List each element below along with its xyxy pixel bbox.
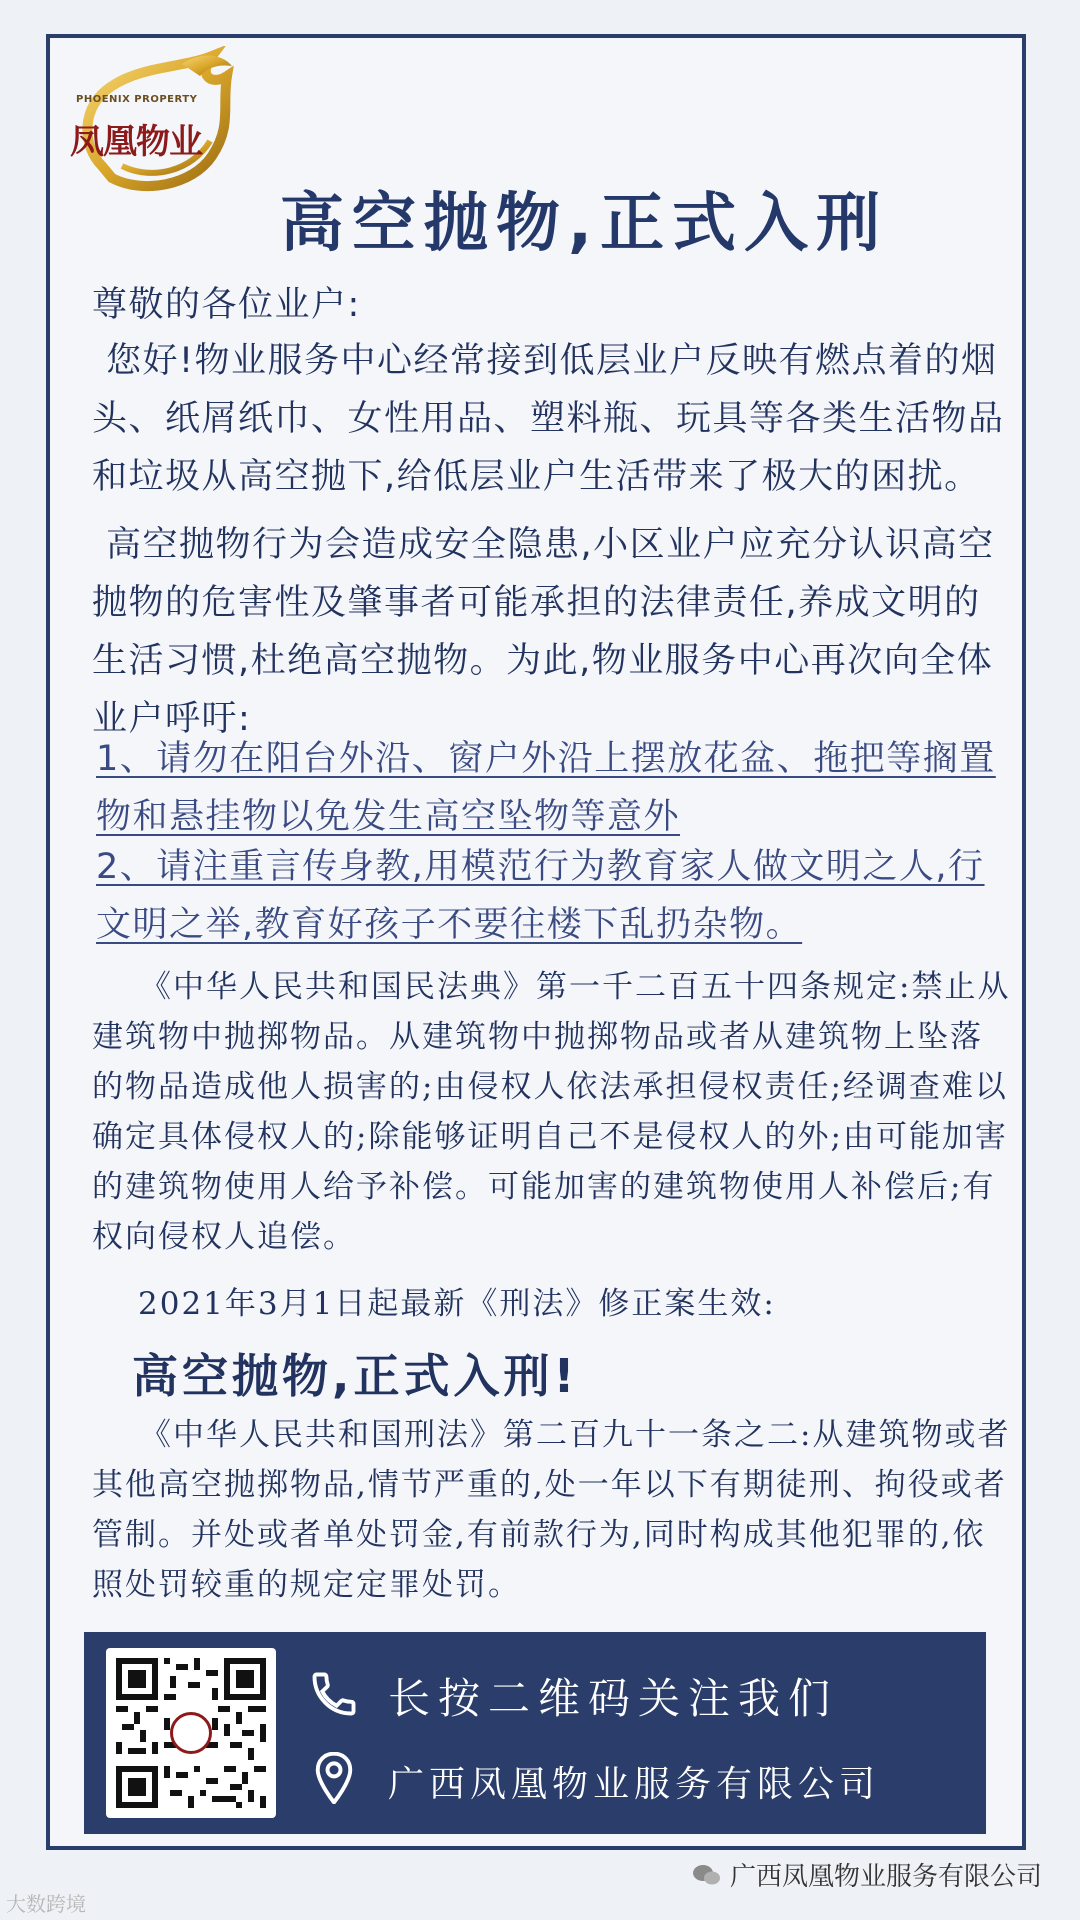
wechat-icon: [692, 1863, 722, 1887]
qr-code[interactable]: [106, 1648, 276, 1818]
follow-us-text: 长按二维码关注我们: [388, 1674, 839, 1723]
criminal-law-article: 《中华人民共和国刑法》第二百九十一条之二:从建筑物或者其他高空抛掷物品,情节严重的,处一年以下有期徒刑、拘役或者管制。并处或者单处罚金,有前款行为,同时构成其他犯罪的,依照处罚较重的规定定罪处罚。: [92, 1417, 1011, 1603]
location-pin-icon: [314, 1752, 354, 1804]
logo-english-text: PHOENIX PROPERTY: [76, 94, 198, 105]
notice-paragraph-2: 高空抛物行为会造成安全隐患,小区业户应充分认识高空抛物的危害性及肇事者可能承担的法律责任,养成文明的生活习惯,杜绝高空抛物。为此,物业服务中心再次向全体业户呼吁:: [92, 525, 995, 739]
effective-notice: 2021年3月1日起最新《刑法》修正案生效:: [138, 1286, 776, 1322]
corner-watermark: 大数跨境: [6, 1892, 86, 1916]
logo-chinese-text: 凤凰物业: [70, 122, 202, 162]
company-name: 广西凤凰物业服务有限公司: [388, 1764, 881, 1805]
notice-paragraph-1: 您好!物业服务中心经常接到低层业户反映有燃点着的烟头、纸屑纸巾、女性用品、塑料瓶、玩具等各类生活物品和垃圾从高空抛下,给低层业户生活带来了极大的困扰。: [92, 341, 1005, 497]
wechat-watermark: [692, 1856, 1042, 1893]
phone-icon: [308, 1668, 360, 1720]
section-subtitle: 高空抛物,正式入刑!: [132, 1349, 579, 1403]
greeting: 尊敬的各位业户:: [92, 285, 361, 325]
list-item: 1、请勿在阳台外沿、窗户外沿上摆放花盆、拖把等搁置物和悬挂物以免发生高空坠物等意外: [96, 739, 996, 837]
page-title: 高空抛物,正式入刑: [279, 187, 889, 261]
watermark-text: 广西凤凰物业服务有限公司: [729, 1862, 1042, 1892]
footer-banner: [84, 1632, 986, 1834]
qr-center-logo: [170, 1712, 212, 1754]
list-item: 2、请注重言传身教,用模范行为教育家人做文明之人,行文明之举,教育好孩子不要往楼下乱扔杂物。: [96, 847, 985, 945]
civil-code-article: 《中华人民共和国民法典》第一千二百五十四条规定:禁止从建筑物中抛掷物品。从建筑物中抛掷物品或者从建筑物上坠落的物品造成他人损害的;由侵权人依法承担侵权责任;经调查难以确定具体侵权人的;除能够证明自己不是侵权人的外;由可能加害的建筑物使用人给予补偿。可能加害的建筑物使用人补偿后;有权向侵权人追偿。: [92, 969, 1011, 1255]
